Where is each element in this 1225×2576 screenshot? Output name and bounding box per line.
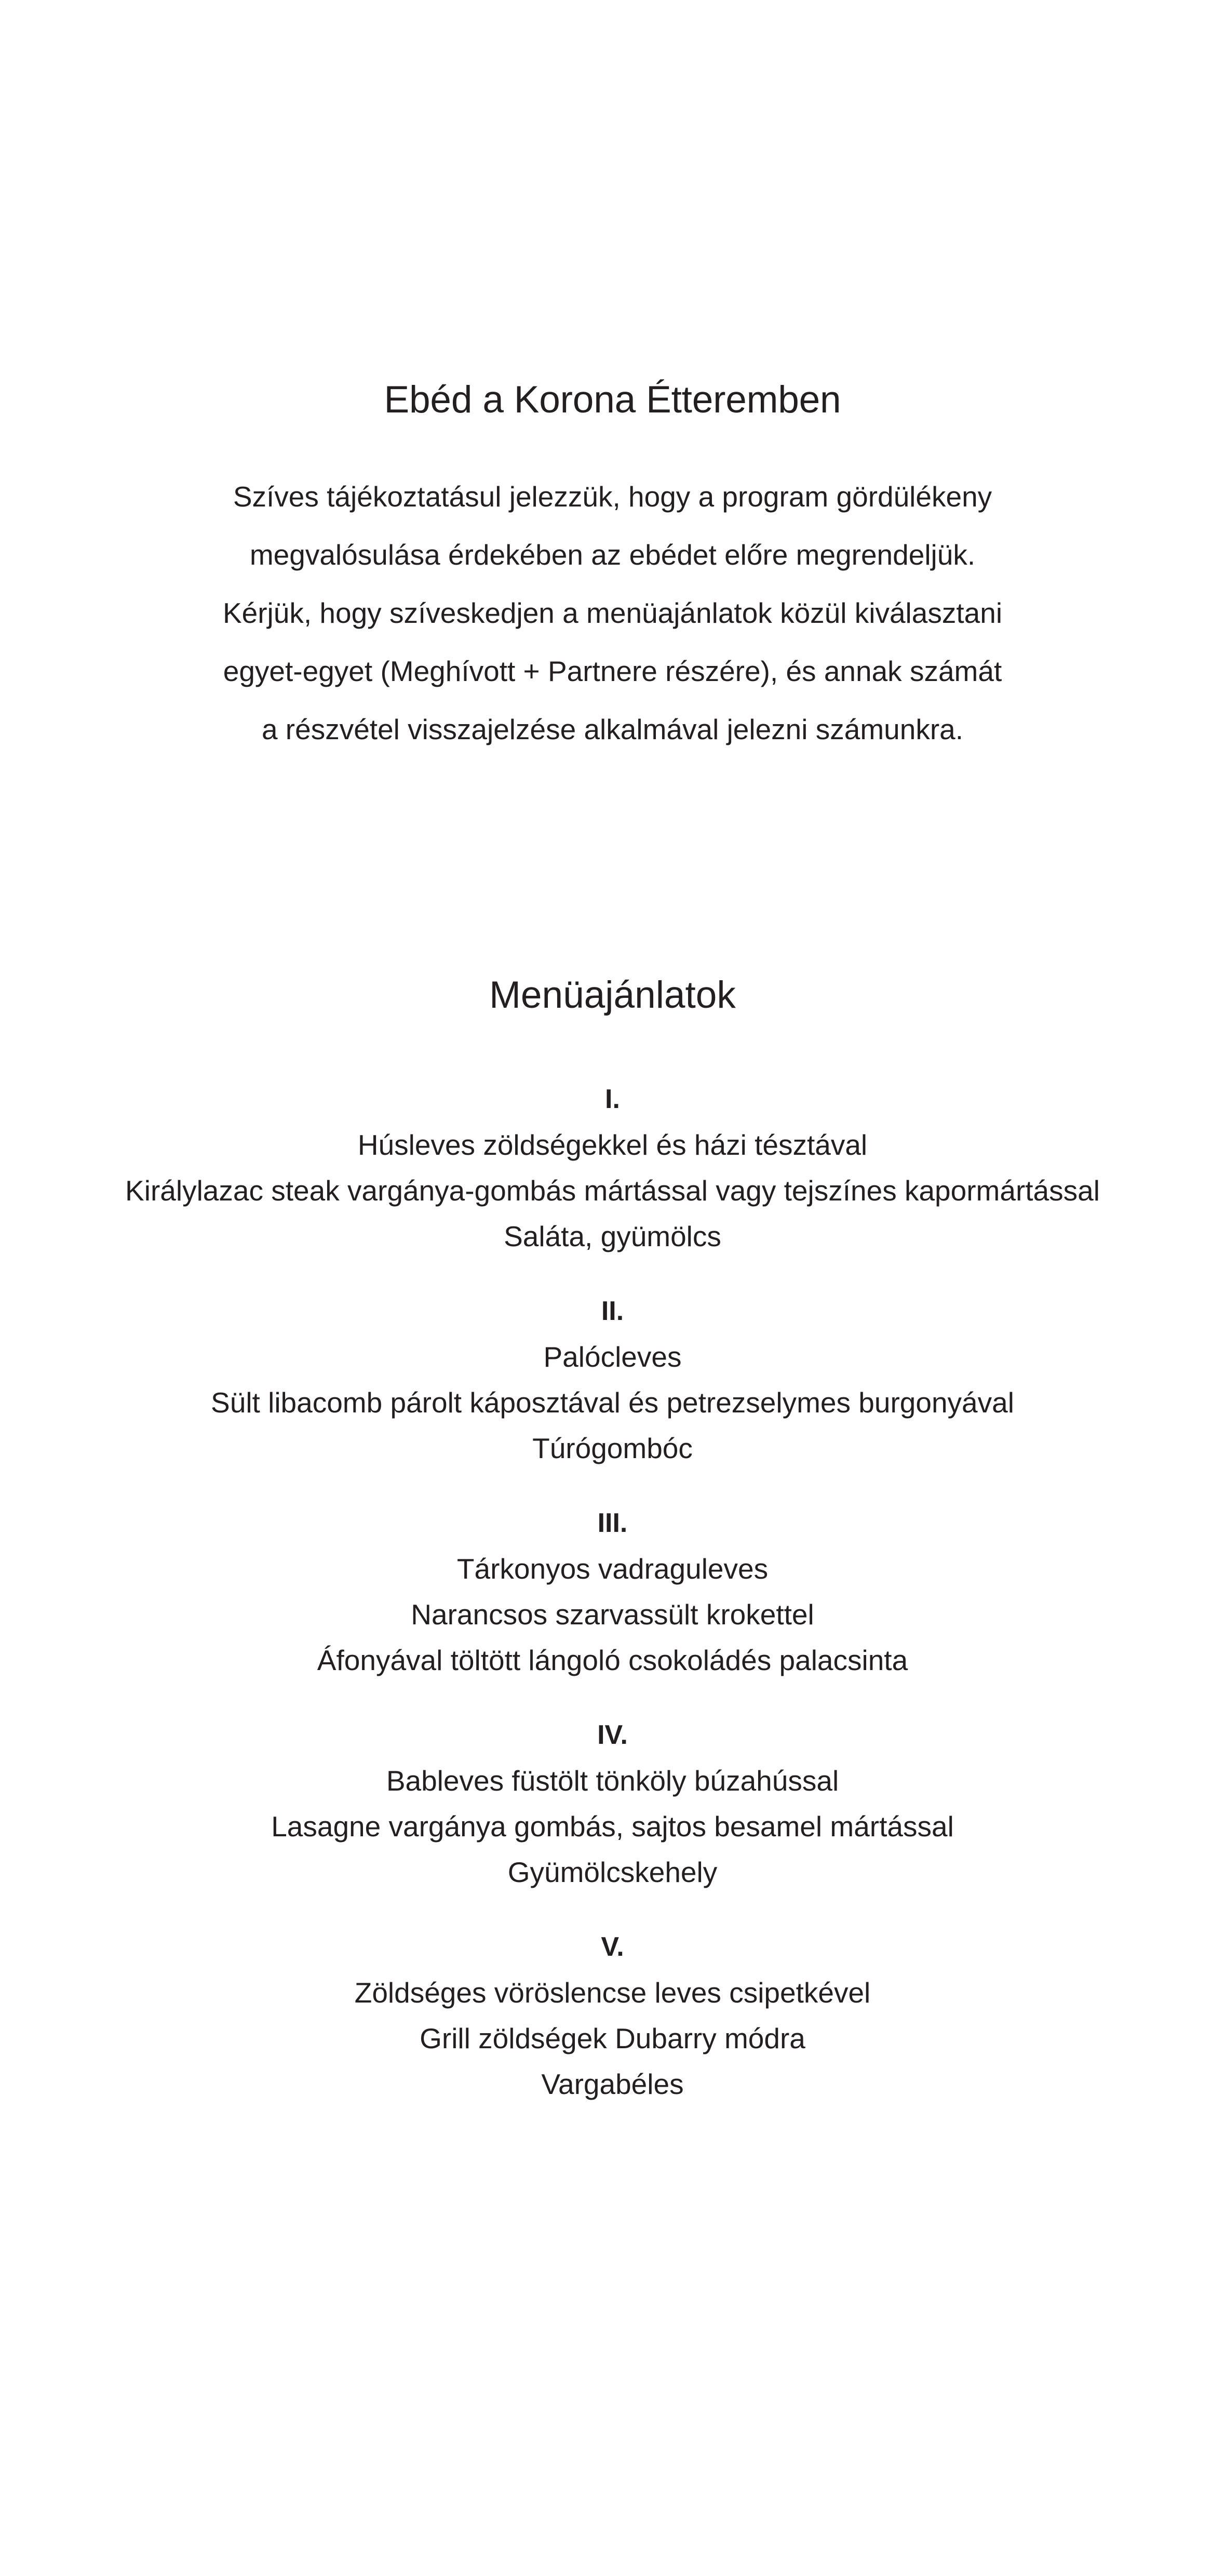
- menu-course: Sült libacomb párolt káposztával és petrezselymes burgonyával: [211, 1386, 1014, 1419]
- menu-course: Saláta, gyümölcs: [504, 1220, 721, 1252]
- menu-course: Húsleves zöldségekkel és házi tésztával: [357, 1129, 868, 1161]
- menu-course: Zöldséges vöröslencse leves csipetkével: [354, 1977, 871, 2009]
- menu-section-heading: Menüajánlatok: [489, 973, 736, 1016]
- intro-line: Szíves tájékoztatásul jelezzük, hogy a program gördülékeny: [233, 481, 992, 513]
- menu-course: Áfonyával töltött lángoló csokoládés palacsinta: [317, 1644, 908, 1676]
- intro-line: egyet-egyet (Meghívott + Partnere részére), és annak számát: [223, 655, 1002, 687]
- menu-course: Királylazac steak vargánya-gombás mártással vagy tejszínes kapormártással: [125, 1174, 1100, 1207]
- intro-line: Kérjük, hogy szíveskedjen a menüajánlatok közül kiválasztani: [222, 597, 1003, 629]
- menu-block: [0, 1712, 1225, 1895]
- menu-numeral: I.: [605, 1084, 620, 1114]
- menu-numeral: V.: [601, 1932, 624, 1962]
- menu-course: Gyümölcskehely: [507, 1856, 718, 1888]
- menu-course: Palócleves: [543, 1341, 682, 1373]
- menu-course: Vargabéles: [541, 2068, 684, 2100]
- menu-block: [0, 1500, 1225, 1683]
- menu-course: Tárkonyos vadraguleves: [456, 1553, 769, 1585]
- menu-numeral: III.: [597, 1508, 628, 1538]
- menu-list: [0, 1076, 1225, 2107]
- menu-block: [0, 1288, 1225, 1471]
- page-title: Ebéd a Korona Étteremben: [384, 378, 841, 421]
- menu-numeral: II.: [601, 1296, 624, 1326]
- menu-block: [0, 1924, 1225, 2107]
- intro-line: a részvétel visszajelzése alkalmával jelezni számunkra.: [261, 713, 964, 745]
- menu-numeral: IV.: [597, 1720, 628, 1750]
- intro-line: megvalósulása érdekében az ebédet előre megrendeljük.: [249, 539, 976, 571]
- menu-course: Grill zöldségek Dubarry módra: [420, 2022, 805, 2054]
- menu-course: Narancsos szarvassült krokettel: [411, 1598, 814, 1631]
- menu-course: Lasagne vargánya gombás, sajtos besamel mártással: [271, 1810, 954, 1843]
- menu-course: Bableves füstölt tönköly búzahússal: [386, 1765, 839, 1797]
- menu-course: Túrógombóc: [532, 1432, 693, 1464]
- intro-paragraph: [0, 468, 1225, 758]
- menu-block: [0, 1076, 1225, 1259]
